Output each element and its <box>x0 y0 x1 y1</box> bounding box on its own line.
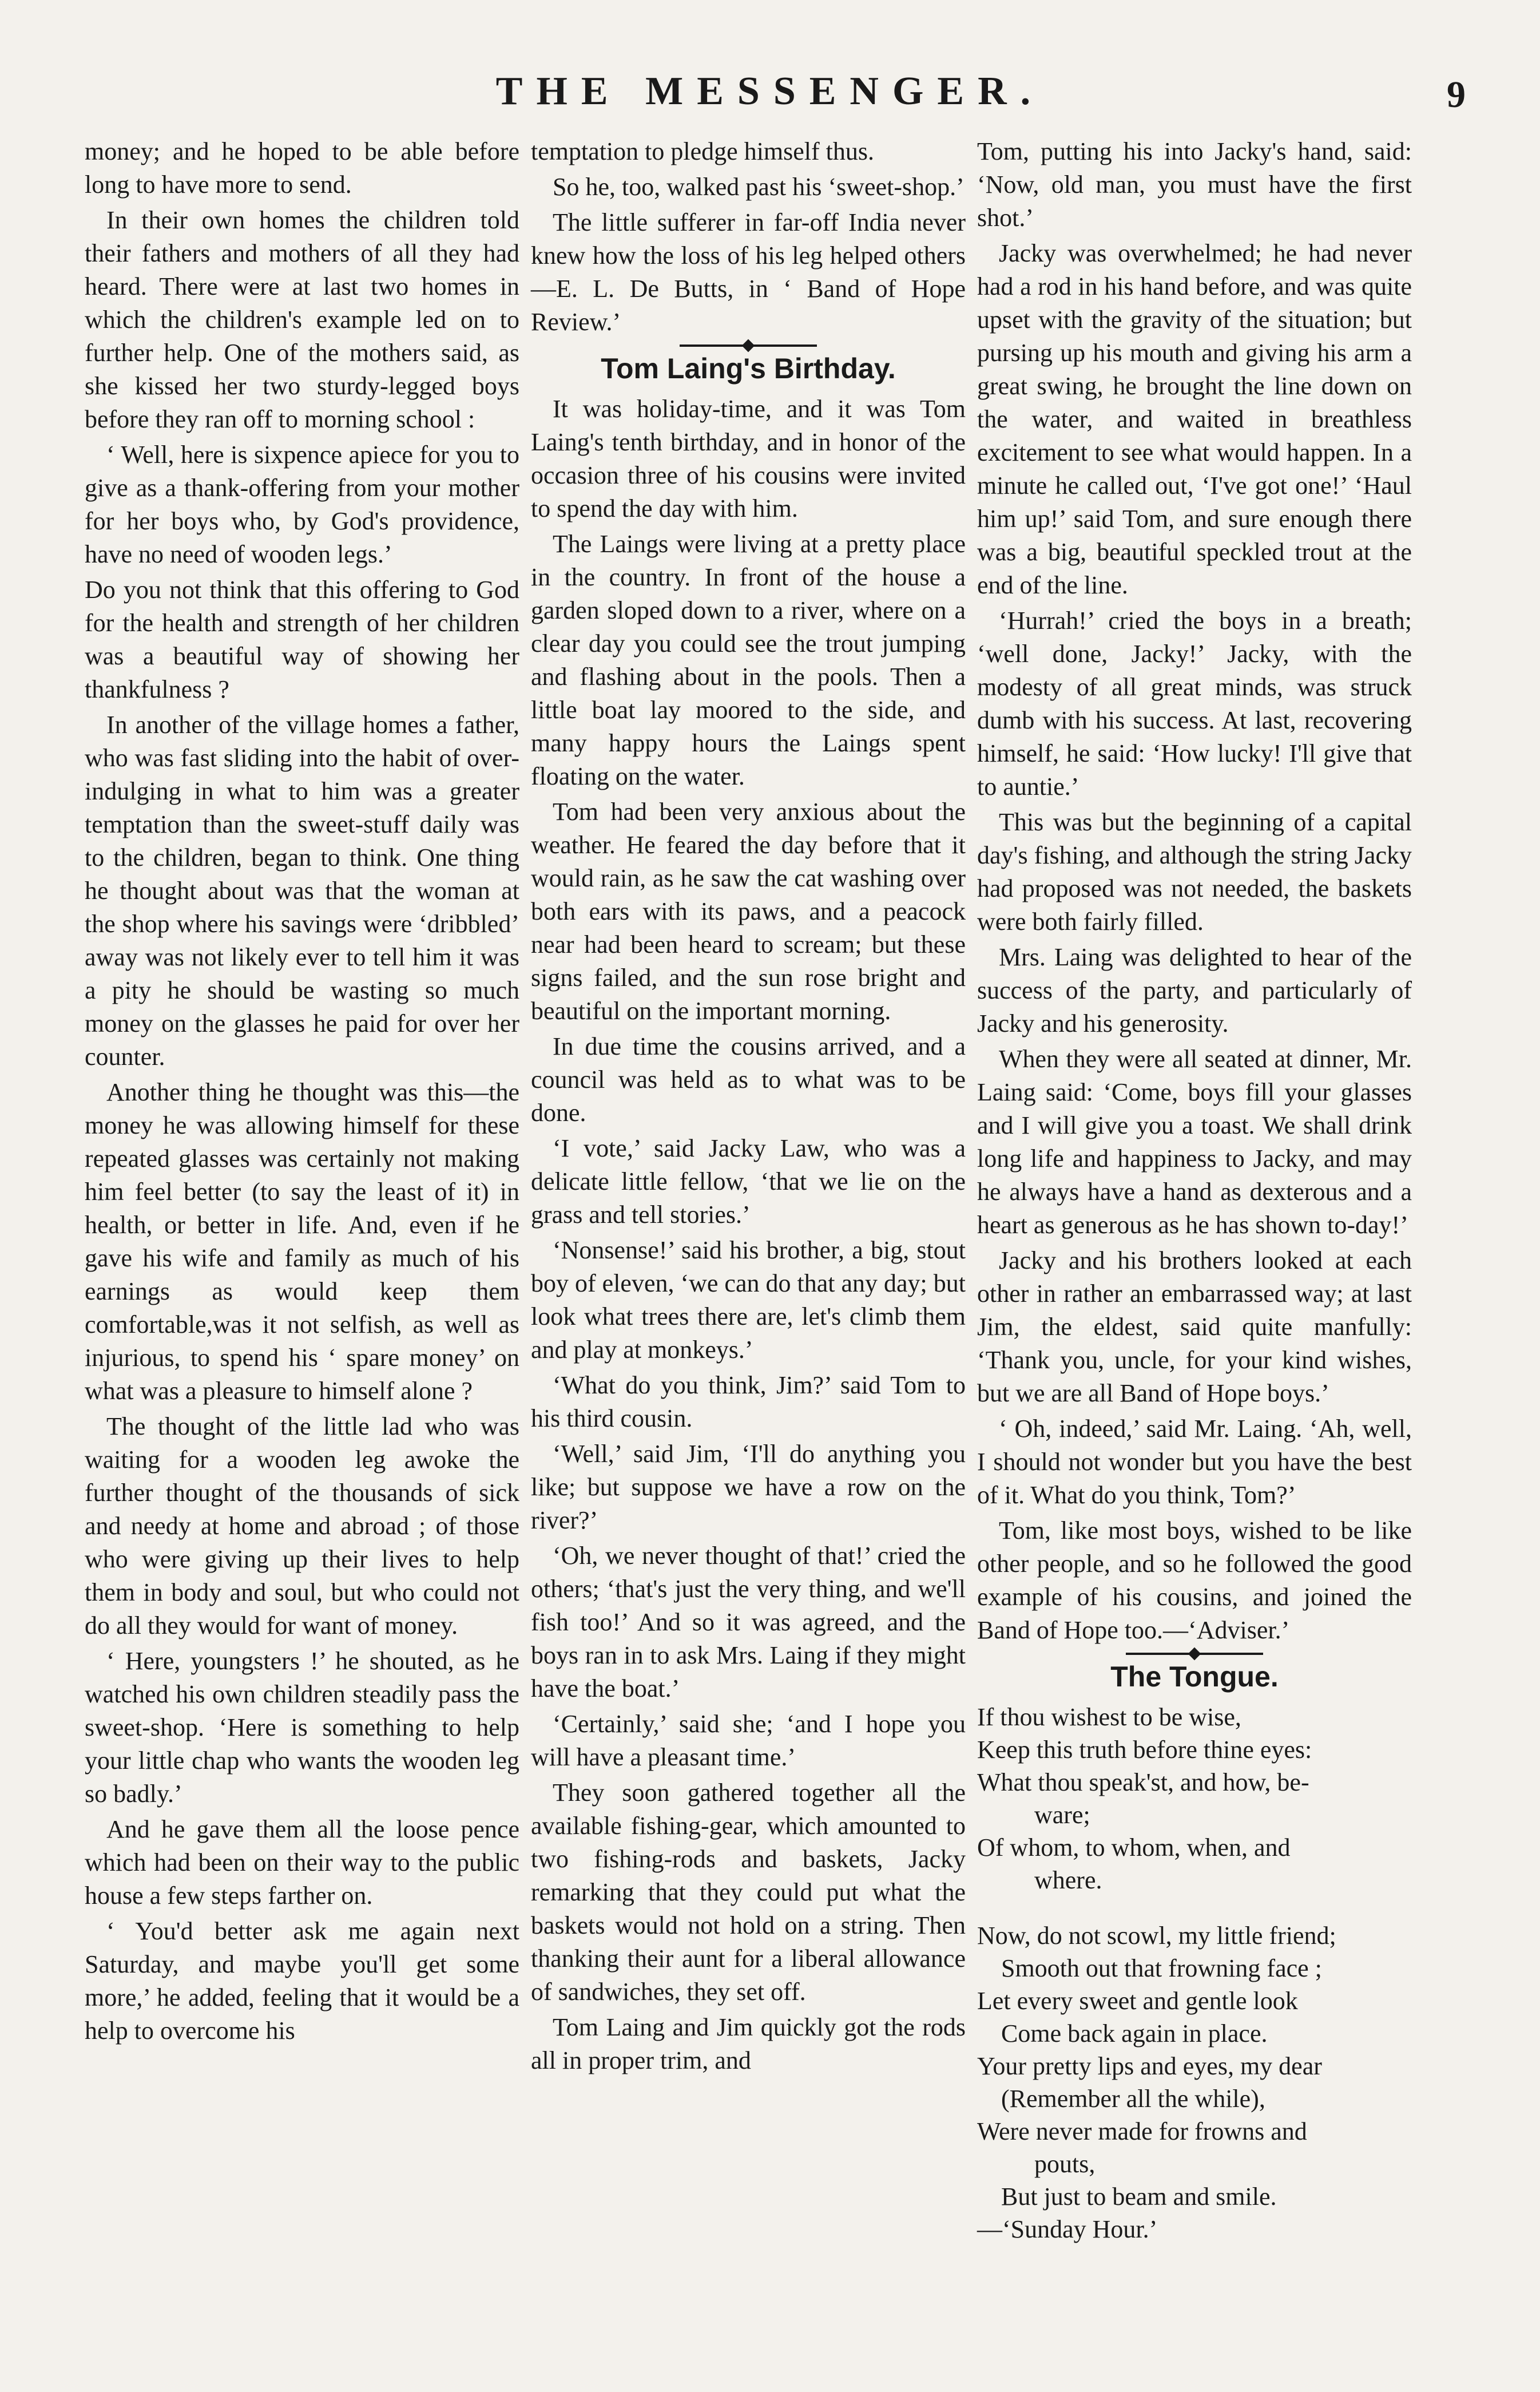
paragraph: Tom Laing and Jim quickly got the rods all in proper trim, and <box>531 2013 966 2074</box>
section-divider <box>680 344 817 347</box>
poem <box>977 1701 1412 2246</box>
paragraph: The thought of the little lad who was waiting for a wooden leg awoke the further thought of the thousands of sick and needy at home and abroad ; of those who were giving up their lives to help them in body and soul, but who could not do all they would for want of money. <box>85 1412 519 1639</box>
paragraph: ‘ You'd better ask me again next Saturday, and maybe you'll get some more,’ he added, feeling that it would be a help to overcome his <box>85 1917 519 2045</box>
masthead-title: THE MESSENGER. <box>495 69 1045 113</box>
paragraph: In another of the village homes a father, who was fast sliding into the habit of over-indulging in what to him was a greater temptation than the sweet-stuff daily was to the children, began to think. One thing he thought about was that the woman at the shop where his savings were ‘dribbled’ away was not likely ever to tell him it was a pity he should be wasting so much money on the glasses he paid for over her counter. <box>85 711 519 1071</box>
paragraph: ‘ Oh, indeed,’ said Mr. Laing. ‘Ah, well, I should not wonder but you have the best of it. What do you think, Tom?’ <box>977 1415 1412 1509</box>
poem-line: Come back again in place. <box>1001 2019 1268 2048</box>
poem-line: ware; <box>1034 1801 1090 1829</box>
page-number: 9 <box>1447 74 1466 116</box>
section-divider <box>1126 1653 1263 1655</box>
paragraph: ‘Oh, we never thought of that!’ cried the others; ‘that's just the very thing, and we'll fish too!’ And so it was agreed, and the boys ran in to ask Mrs. Laing if they might have the boat.’ <box>531 1542 966 1702</box>
paragraph: ‘What do you think, Jim?’ said Tom to his third cousin. <box>531 1371 966 1432</box>
paragraph: Tom, like most boys, wished to be like other people, and so he followed the good example of his cousins, and joined the Band of Hope too.—‘Adviser.’ <box>977 1516 1412 1644</box>
paragraph: When they were all seated at dinner, Mr. Laing said: ‘Come, boys fill your glasses and I will give you a toast. We shall drink long life and happiness to Jacky, and may he always have a hand as dexterous and a heart as generous as he has shown to-day!’ <box>977 1045 1412 1239</box>
paragraph: ‘Certainly,’ said she; ‘and I hope you will have a pleasant time.’ <box>531 1710 966 1771</box>
paragraph: Tom had been very anxious about the weather. He feared the day before that it would rain, as he saw the cat washing over both ears with its paws, and a peacock near had been heard to scream; but these signs failed, and the sun rose bright and beautiful on the important morning. <box>531 798 966 1025</box>
paragraph: This was but the beginning of a capital day's fishing, and although the string Jacky had proposed was not needed, the baskets were both fairly filled. <box>977 808 1412 936</box>
paragraph: ‘Nonsense!’ said his brother, a big, stout boy of eleven, ‘we can do that any day; but look what trees there are, let's climb them and play at monkeys.’ <box>531 1236 966 1364</box>
poem-line: Were never made for frowns and <box>977 2117 1307 2145</box>
poem-line: (Remember all the while), <box>1001 2085 1265 2113</box>
poem-line: Now, do not scowl, my little friend; <box>977 1922 1336 1950</box>
poem-line: What thou speak'st, and how, be- <box>977 1768 1309 1796</box>
paragraph: In due time the cousins arrived, and a council was held as to what was to be done. <box>531 1032 966 1127</box>
column-3 <box>977 135 1412 2246</box>
paragraph: They soon gathered together all the available fishing-gear, which amounted to two fishing-rods and baskets, Jacky remarking that they could put what the baskets would not hold on a string. Then thanking their aunt for a liberal allowance of sandwiches, they set off. <box>531 1779 966 2006</box>
poem-line: Your pretty lips and eyes, my dear <box>977 2052 1322 2080</box>
paragraph: Another thing he thought was this—the money he was allowing himself for these repeated glasses was certainly not making him feel better (to say the least of it) in health, or better in life. And, even if he gave his wife and family as much of his earnings as would keep them comfortable,was it not selfish, as well as injurious, to spend his ‘ spare money’ on what was a pleasure to himself alone ? <box>85 1078 519 1405</box>
poem-line: Smooth out that frowning face ; <box>1001 1954 1322 1982</box>
column-2 <box>531 135 966 2080</box>
paragraph: Jacky and his brothers looked at each other in rather an embarrassed way; at last Jim, the eldest, said quite manfully: ‘Thank you, uncle, for your kind wishes, but we are all Band of Hope boys.’ <box>977 1246 1412 1407</box>
stanza-break <box>977 1896 1412 1919</box>
paragraph: The little sufferer in far-off India never knew how the loss of his leg helped others—E. L. De Butts, in ‘ Band of Hope Review.’ <box>531 208 966 336</box>
paragraph: It was holiday-time, and it was Tom Laing's tenth birthday, and in honor of the occasion three of his cousins were invited to spend the day with him. <box>531 395 966 522</box>
column-1 <box>85 135 519 2050</box>
paragraph: ‘Well,’ said Jim, ‘I'll do anything you like; but suppose we have a row on the river?’ <box>531 1440 966 1534</box>
article-heading: Tom Laing's Birthday. <box>601 353 896 385</box>
poem-heading: The Tongue. <box>1110 1661 1279 1693</box>
poem-line: Keep this truth before thine eyes: <box>977 1736 1312 1764</box>
paragraph: ‘Hurrah!’ cried the boys in a breath; ‘well done, Jacky!’ Jacky, with the modesty of all great minds, was struck dumb with his success. At last, recovering himself, he said: ‘How lucky! I'll give that to auntie.’ <box>977 607 1412 801</box>
paragraph: ‘ Here, youngsters !’ he shouted, as he watched his own children steadily pass the sweet-shop. ‘Here is something to help your little chap who wants the wooden leg so badly.’ <box>85 1647 519 1808</box>
poem-line: Let every sweet and gentle look <box>977 1987 1298 2015</box>
paragraph: So he, too, walked past his ‘sweet-shop.’ <box>553 173 965 201</box>
poem-line: If thou wishest to be wise, <box>977 1703 1241 1731</box>
poem-source: —‘Sunday Hour.’ <box>977 2215 1158 2243</box>
paragraph: ‘ Well, here is sixpence apiece for you to give as a thank-offering from your mother for her boys who, by God's providence, have no need of wooden legs.’ <box>85 441 519 568</box>
poem-line: But just to beam and smile. <box>1001 2183 1277 2211</box>
paragraph: temptation to pledge himself thus. <box>531 137 875 165</box>
paragraph: Mrs. Laing was delighted to hear of the success of the party, and particularly of Jacky and his generosity. <box>977 943 1412 1037</box>
paragraph: Jacky was overwhelmed; he had never had a rod in his hand before, and was quite upset with the gravity of the situation; but pursing up his mouth and giving his arm a great swing, he brought the line down on the water, and waited in breathless excitement to see what would happen. In a minute he called out, ‘I've got one!’ ‘Haul him up!’ said Tom, and sure enough there was a big, beautiful speckled trout at the end of the line. <box>977 239 1412 599</box>
paragraph: money; and he hoped to be able before long to have more to send. <box>85 137 519 199</box>
paragraph: In their own homes the children told their fathers and mothers of all they had heard. There were at last two homes in which the children's example led on to further help. One of the mothers said, as she kissed her two sturdy-legged boys before they ran off to morning school : <box>85 206 519 433</box>
poem-line: Of whom, to whom, when, and <box>977 1833 1291 1862</box>
paragraph: Do you not think that this offering to God for the health and strength of her children was a beautiful way of showing her thankfulness ? <box>85 576 519 703</box>
poem-line: pouts, <box>1034 2150 1096 2178</box>
paragraph: Tom, putting his into Jacky's hand, said: ‘Now, old man, you must have the first shot.’ <box>977 137 1412 232</box>
paragraph: ‘I vote,’ said Jacky Law, who was a delicate little fellow, ‘that we lie on the grass and tell stories.’ <box>531 1134 966 1229</box>
paragraph: The Laings were living at a pretty place in the country. In front of the house a garden sloped down to a river, where on a clear day you could see the trout jumping and flashing about in the pools. Then a little boat lay moored to the side, and many happy hours the Laings spent floating on the water. <box>531 530 966 790</box>
poem-line: where. <box>1034 1866 1102 1894</box>
paragraph: And he gave them all the loose pence which had been on their way to the public house a few steps farther on. <box>85 1815 519 1910</box>
